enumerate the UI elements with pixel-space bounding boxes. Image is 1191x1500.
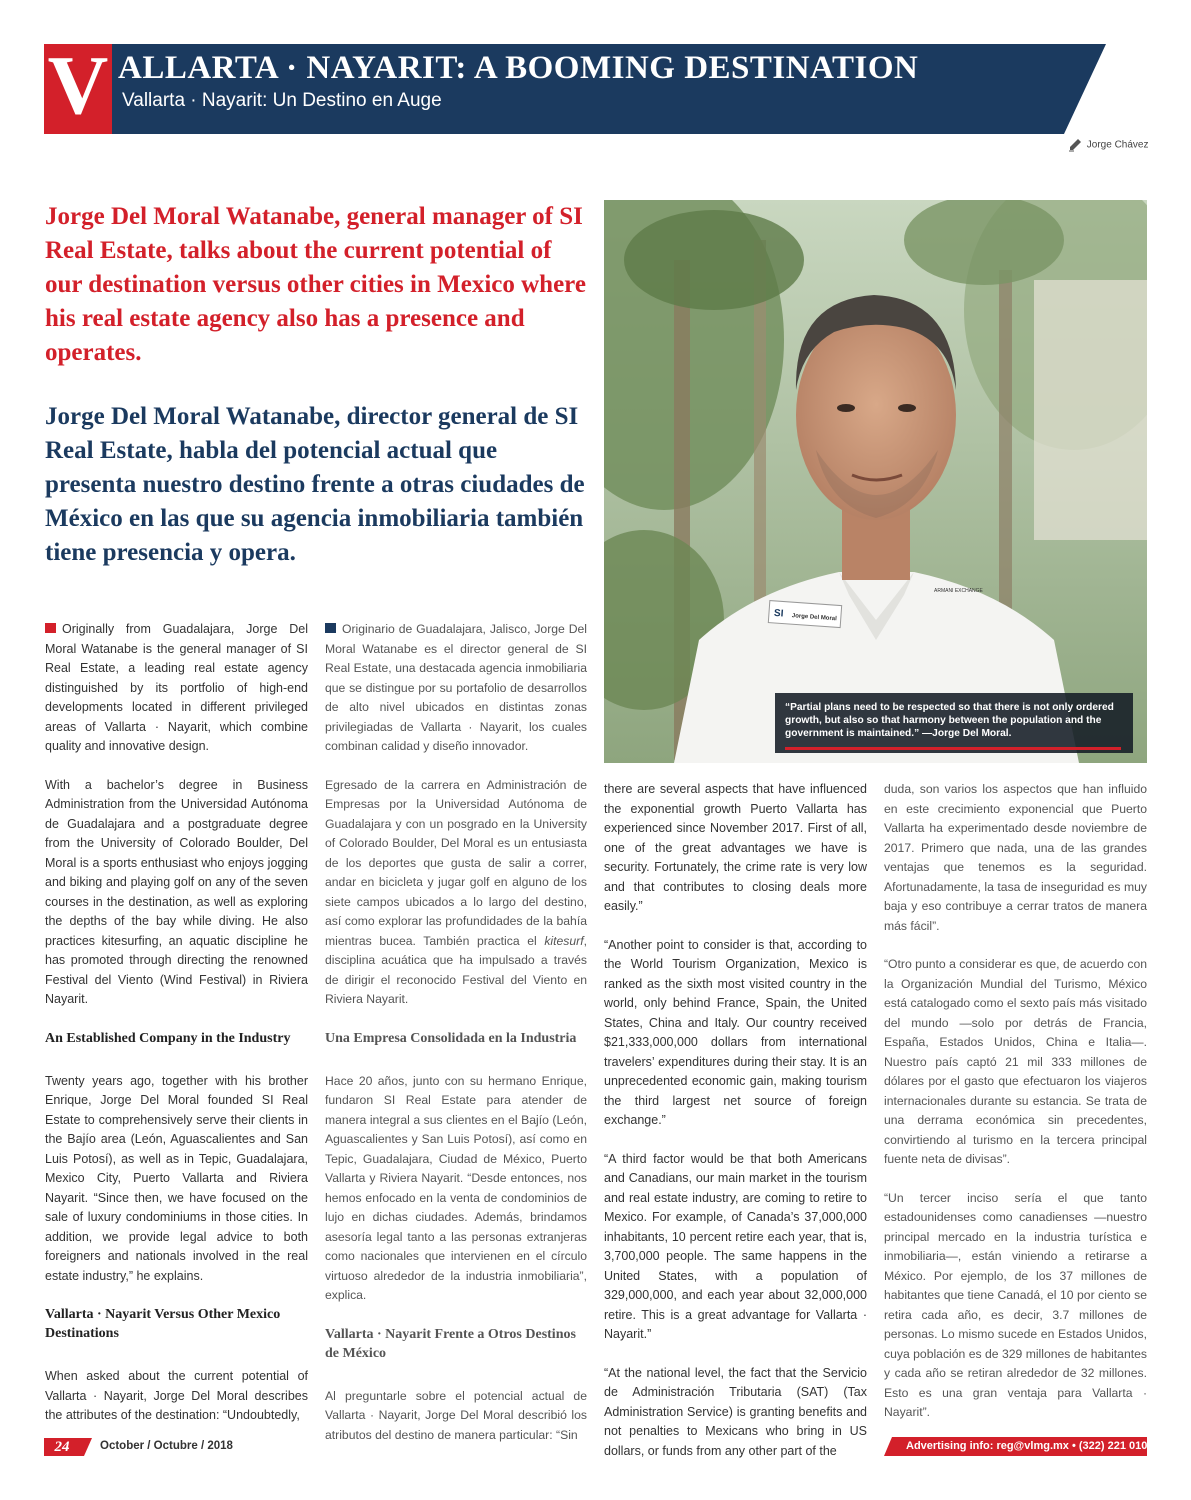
paragraph: Al preguntarle sobre el potencial actual de Vallarta · Nayarit, Jorge Del Moral describió los atributos del destino de manera particular: “Sin xyxy=(325,1388,587,1442)
subheading: Una Empresa Consolidada en la Industria xyxy=(325,1030,577,1046)
column-spanish-1 xyxy=(325,620,587,1464)
portrait-photo xyxy=(604,200,1147,763)
paragraph: When asked about the current potential of Vallarta · Nayarit, Jorge Del Moral describes the attributes of the destination: “Undoubtedly, xyxy=(45,1369,308,1422)
deck-english: Jorge Del Moral Watanabe, general manager of SI Real Estate, talks about the current potential of our destination versus other cities in Mexico where his real estate agency also has a presence and operates. xyxy=(45,203,586,366)
italic-term: kitesurf xyxy=(544,933,584,948)
paragraph: “Another point to consider is that, according to the World Tourism Organization, Mexico is ranked as the sixth most visited country in the world, only behind France, Spain, the United States, China and Italy. Our country received $21,333,000,000 dollars from international travelers’ expenditures during their stay. It is an unprecedented economic gain, making tourism the third largest net source of foreign exchange.” xyxy=(604,937,867,1127)
paragraph: With a bachelor’s degree in Business Administration from the Universidad Autónoma de Guadalajara and a postgraduate degree from the University of Colorado Boulder, Del Moral is a sports enthusiast who enjoys jogging and biking and playing golf on any of the seven courses in the destination, as well as exploring the depths of the bay while diving. He also practices kitesurfing, an aquatic discipline he has promoted through directing the renowned Festival del Viento (Wind Festival) in Riviera Nayarit. xyxy=(45,777,308,1006)
page-title: ALLARTA · NAYARIT: A BOOMING DESTINATION xyxy=(118,50,919,86)
badge-name: Jorge Del Moral xyxy=(791,613,837,623)
advertising-info: Advertising info: reg@vlmg.mx • (322) 221 0106 xyxy=(906,1440,1154,1452)
column-english-2 xyxy=(604,780,867,1480)
paragraph: “Un tercer inciso sería el que tanto estadounidenses como canadienses —nuestro principal mercado en la industria turística e inmobiliaria—, están viniendo a retirarse a México. Por ejemplo, de los 37 millones de habitantes que tiene Canadá, el 10 por ciento se retira cada año, es decir, 3.7 millones de personas. Lo mismo sucede en Estados Unidos, cuya población es de 329 millones de habitantes y cada año se retiran alrededor de 32 millones. Esto es una gran ventaja para Vallarta · Nayarit”. xyxy=(884,1190,1147,1419)
column-english-1 xyxy=(45,620,308,1445)
page-subtitle: Vallarta · Nayarit: Un Destino en Auge xyxy=(122,90,442,111)
paragraph: there are several aspects that have influenced the exponential growth Puerto Vallarta has experienced since November 2017. First of all, one of the great advantages we have is security. Fortunately, the crime rate is very low and that contributes to closing deals more easily.” xyxy=(604,782,867,913)
deck-spanish: Jorge Del Moral Watanabe, director general de SI Real Estate, habla del potencial actual que presenta nuestro destino frente a otras ciudades de México en las que su agencia inmobiliaria también tiene presencia y opera. xyxy=(45,403,585,566)
paragraph-text: , disciplina acuática que ha impulsado a través de dirigir el reconocido Festival del Viento en Riviera Nayarit. xyxy=(325,933,588,1006)
badge-logo: SI xyxy=(773,607,784,620)
paragraph xyxy=(45,620,308,757)
paragraph: “A third factor would be that both Americans and Canadians, our main market in the tourism and real estate industry, are coming to retire to Mexico. For example, of Canada’s 37,000,000 inhabitants, 10 percent retire each year, that is, 3,700,000 people. The same happens in the United States, with a population of 329,000,000, and each year about 32,000,000 retire. This is a great advantage for Vallarta · Nayarit.” xyxy=(604,1151,867,1341)
photo-caption: “Partial plans need to be respected so that there is not only ordered growth, but also so that harmony between the population and the government is maintained.” —Jorge Del Moral. xyxy=(785,702,1114,739)
paragraph-text: Egresado de la carrera en Administración de Empresas por la Universidad Autónoma de Guadalajara y con un posgrado en la University of Colorado Boulder, Del Moral es un entusiasta de los deportes que gusta de salir a correr, andar en bicicleta y jugar golf en alguno de los siete campos ubicados a lo largo del destino, así como explorar las profundidades de la bahía mientras bucea. También practica el xyxy=(325,777,587,948)
paragraph xyxy=(325,620,587,757)
column-spanish-2 xyxy=(884,780,1147,1442)
byline xyxy=(1068,138,1148,152)
issue-date: October / Octubre / 2018 xyxy=(100,1440,233,1452)
paragraph-text: Originario de Guadalajara, Jalisco, Jorge Del Moral Watanabe es el director general de SI Real Estate, una destacada agencia inmobiliaria que se distingue por su portafolio de desarrollos de alto nivel ubicados en distintas zonas privilegiadas de Vallarta · Nayarit, los cuales combinan calidad y diseño innovador. xyxy=(325,622,587,753)
shirt-brand: ARMANI EXCHANGE xyxy=(934,588,983,594)
subheading: Vallarta · Nayarit Frente a Otros Destinos de México xyxy=(325,1326,576,1361)
title-initial: V xyxy=(47,39,109,132)
subheading: An Established Company in the Industry xyxy=(45,1030,291,1046)
square-bullet-icon xyxy=(325,623,336,633)
page-number: 24 xyxy=(54,1439,70,1455)
byline-name: Jorge Chávez xyxy=(1086,139,1149,151)
paragraph: Twenty years ago, together with his brother Enrique, Jorge Del Moral founded SI Real Estate to comprehensively serve their clients in the Bajío area (León, Aguascalientes and San Luis Potosí), as well as in Tepic, Guadalajara, Mexico City, Puerto Vallarta and Riviera Nayarit. “Since then, we have focused on the sale of luxury condominiums in those cities. In addition, we provide legal advice to both foreigners and nationals involved in the real estate industry,” he explains. xyxy=(45,1073,308,1283)
paragraph-text: Originally from Guadalajara, Jorge Del Moral Watanabe is the general manager of SI Real Estate, a leading real estate agency distinguished by its portfolio of high-end developments located in different privileged areas of Vallarta · Nayarit, which combine quality and innovative design. xyxy=(45,622,308,753)
paragraph: duda, son varios los aspectos que han influido en este crecimiento exponencial que Puerto Vallarta ha experimentado desde noviembre de 2017. Primero que nada, una de las grandes ventajas que tenemos es la seguridad. Afortunadamente, la tasa de inseguridad es muy baja y eso contribuye a cerrar tratos de manera más fácil”. xyxy=(884,782,1147,933)
paragraph: Hace 20 años, junto con su hermano Enrique, fundaron SI Real Estate para atender de manera integral a sus clientes en el Bajío (León, Aguascalientes y San Luis Potosí), así como en Tepic, Guadalajara, Ciudad de México, Puerto Vallarta y Riviera Nayarit. “Desde entonces, nos hemos enfocado en la venta de condominios de lujo en dichas ciudades. Además, brindamos asesoría legal tanto a las personas extranjeras como nacionales que intervienen en el círculo virtuoso alrededor de la industria inmobiliaria”, explica. xyxy=(325,1073,587,1302)
square-bullet-icon xyxy=(45,623,56,633)
paragraph xyxy=(325,776,587,1010)
caption-rule xyxy=(785,747,1121,750)
subheading: Vallarta · Nayarit Versus Other Mexico Destinations xyxy=(45,1307,281,1341)
pen-icon xyxy=(1068,138,1082,152)
paragraph: “At the national level, the fact that the Servicio de Administración Tributaria (SAT) (Tax Administration Service) is granting benefits and not penalties to Mexicans who bring in US dollars, or funds from any other part of the xyxy=(604,1365,867,1458)
paragraph: “Otro punto a considerar es que, de acuerdo con la Organización Mundial del Turismo, México está catalogado como el sexto país más visitado del mundo —solo por detrás de Francia, España, Estados Unidos, China e Italia—. Nuestro país captó 21 mil 333 millones de dólares por el gasto que efectuaron los viajeros internacionales durante su estancia. Se trata de una derrama económica sin precedentes, convirtiendo al turismo en la tercera principal fuente neta de divisas”. xyxy=(884,957,1147,1166)
